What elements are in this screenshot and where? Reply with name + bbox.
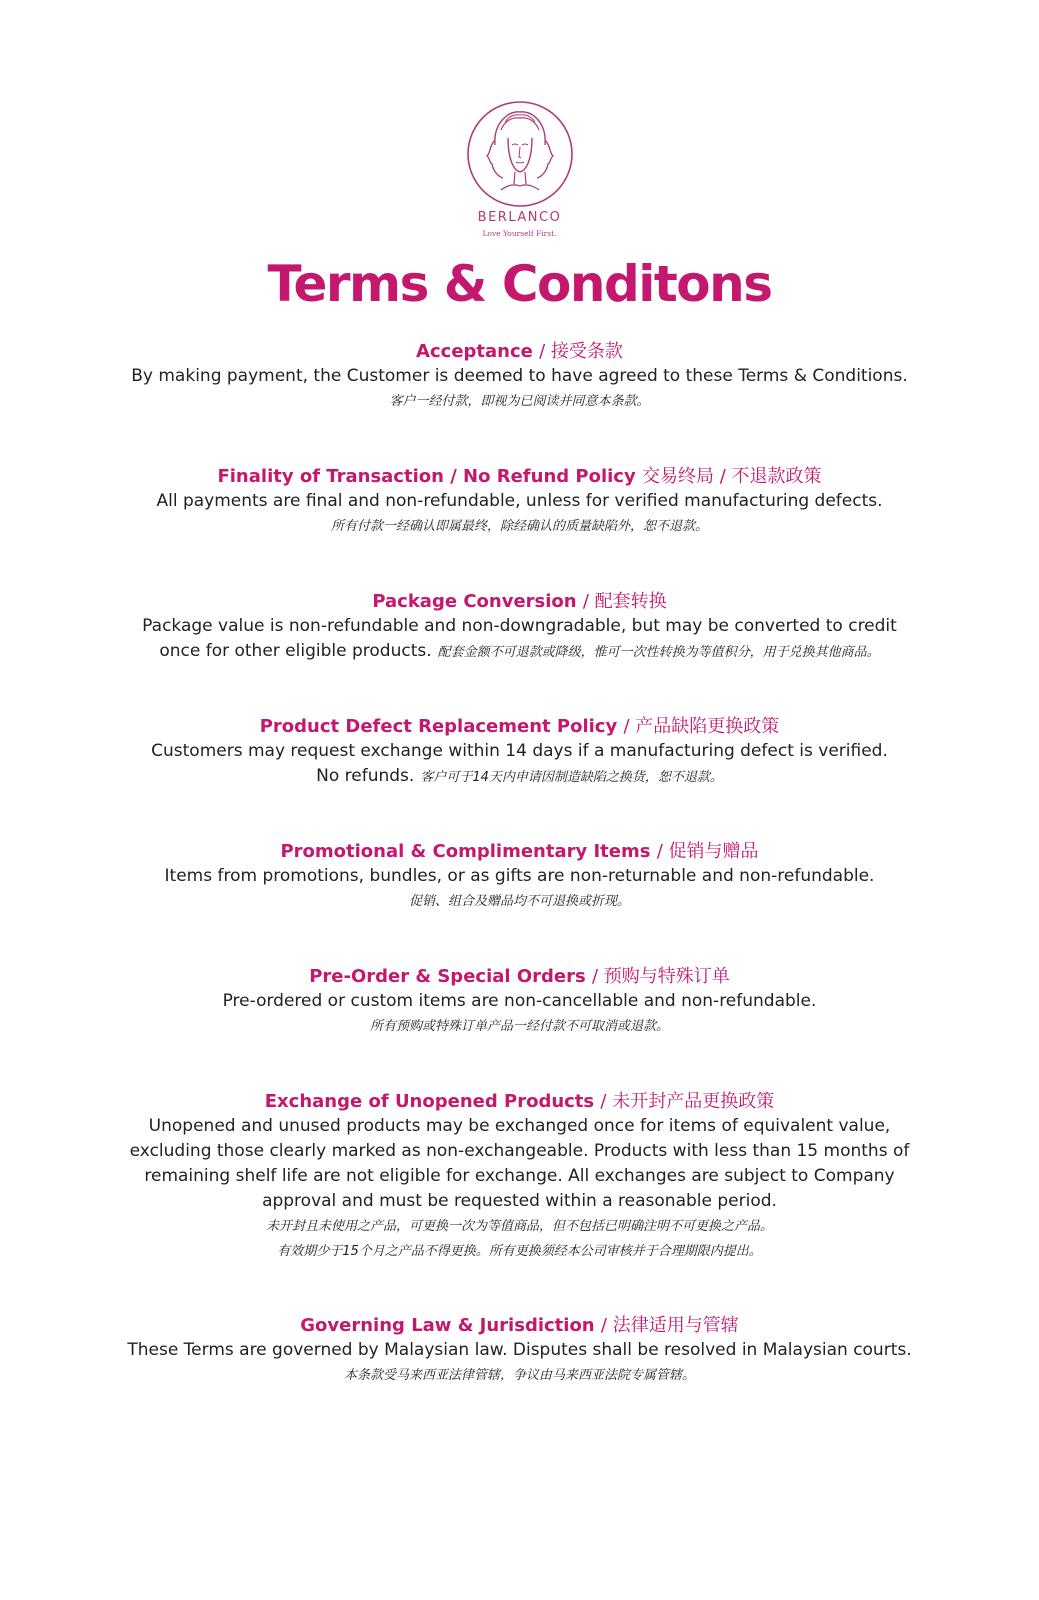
page-title: Terms & Conditons bbox=[267, 255, 772, 313]
heading-zh: / 预购与特殊订单 bbox=[591, 966, 730, 987]
brand-name: BERLANCO bbox=[477, 210, 562, 225]
heading-en: Governing Law & Jurisdiction bbox=[300, 1315, 595, 1336]
section-body-zh: 所有付款一经确认即属最终，除经确认的质量缺陷外，恕不退款。 bbox=[330, 519, 708, 534]
heading-en: Pre-Order & Special Orders bbox=[309, 966, 586, 987]
heading-en: Package Conversion bbox=[372, 591, 577, 612]
heading-zh: / 接受条款 bbox=[539, 341, 623, 362]
heading-en: Acceptance bbox=[416, 341, 533, 362]
section-body: Items from promotions, bundles, or as gifts are non-returnable and non-refundable. bbox=[164, 866, 875, 886]
section-body-line-1: Unopened and unused products may be exchanged once for items of equivalent value, bbox=[148, 1116, 891, 1136]
section-acceptance bbox=[60, 340, 979, 414]
section-heading bbox=[60, 340, 979, 364]
section-body: Pre-ordered or custom items are non-cancellable and non-refundable. bbox=[222, 991, 817, 1011]
section-body-text: once for other eligible products. bbox=[159, 641, 432, 661]
section-heading bbox=[60, 1090, 979, 1114]
section-heading bbox=[60, 840, 979, 864]
section-body: All payments are final and non-refundable, unless for verified manufacturing defects. bbox=[156, 491, 883, 511]
section-heading bbox=[60, 965, 979, 989]
section-heading bbox=[60, 590, 979, 614]
section-governing-law bbox=[60, 1314, 979, 1388]
section-body-line-2 bbox=[60, 639, 979, 665]
brand-tagline: Love Yourself First. bbox=[482, 229, 557, 238]
section-body-line-4: approval and must be requested within a reasonable period. bbox=[262, 1191, 777, 1211]
heading-en: Exchange of Unopened Products bbox=[264, 1091, 595, 1112]
section-pre-order bbox=[60, 965, 979, 1039]
heading-zh: / 产品缺陷更换政策 bbox=[623, 716, 780, 737]
section-body-zh-1: 未开封且未使用之产品，可更换一次为等值商品，但不包括已明确注明不可更换之产品。 bbox=[265, 1219, 773, 1234]
section-body-zh: 客户可于14天内申请因制造缺陷之换货，恕不退款。 bbox=[420, 770, 723, 785]
heading-en: Product Defect Replacement Policy bbox=[259, 716, 618, 737]
section-body-text: No refunds. bbox=[316, 766, 415, 786]
section-promotional bbox=[60, 840, 979, 914]
section-exchange-unopened bbox=[60, 1090, 979, 1264]
section-body-line-1: Package value is non-refundable and non-downgradable, but may be converted to credit bbox=[142, 616, 897, 636]
section-body-zh: 促销、组合及赠品均不可退换或折现。 bbox=[408, 894, 630, 909]
heading-en: Finality of Transaction / No Refund Policy bbox=[217, 466, 636, 487]
section-heading bbox=[60, 465, 979, 489]
section-body-zh: 所有预购或特殊订单产品一经付款不可取消或退款。 bbox=[369, 1019, 669, 1034]
heading-zh: / 配套转换 bbox=[582, 591, 667, 612]
section-body-zh: 本条款受马来西亚法律管辖，争议由马来西亚法院专属管辖。 bbox=[343, 1368, 695, 1383]
section-body: These Terms are governed by Malaysian law. Disputes shall be resolved in Malaysian courts. bbox=[127, 1340, 912, 1360]
section-package-conversion bbox=[60, 590, 979, 665]
heading-zh: 交易终局 / 不退款政策 bbox=[642, 466, 822, 487]
section-heading bbox=[60, 715, 979, 739]
heading-zh: / 未开封产品更换政策 bbox=[600, 1091, 775, 1112]
section-body-line-1: Customers may request exchange within 14 days if a manufacturing defect is verified. bbox=[151, 741, 888, 761]
section-product-defect bbox=[60, 715, 979, 790]
section-body: By making payment, the Customer is deemed to have agreed to these Terms & Conditions. bbox=[131, 366, 908, 386]
section-body-line-2: excluding those clearly marked as non-exchangeable. Products with less than 15 months of bbox=[129, 1141, 910, 1161]
section-body-line-3: remaining shelf life are not eligible for exchange. All exchanges are subject to Company bbox=[144, 1166, 895, 1186]
goddess-emblem-icon bbox=[465, 100, 575, 208]
brand-logo bbox=[0, 100, 1039, 238]
section-body-line-2 bbox=[60, 764, 979, 790]
section-body-zh: 配套金额不可退款或降级，惟可一次性转换为等值积分，用于兑换其他商品。 bbox=[437, 645, 880, 660]
heading-zh: / 法律适用与管辖 bbox=[600, 1315, 739, 1336]
heading-en: Promotional & Complimentary Items bbox=[280, 841, 651, 862]
section-heading bbox=[60, 1314, 979, 1338]
section-body-zh: 客户一经付款，即视为已阅读并同意本条款。 bbox=[389, 394, 650, 409]
section-body-zh-2: 有效期少于15个月之产品不得更换。所有更换须经本公司审核并于合理期限内提出。 bbox=[277, 1244, 762, 1259]
section-finality bbox=[60, 465, 979, 539]
heading-zh: / 促销与赠品 bbox=[656, 841, 759, 862]
